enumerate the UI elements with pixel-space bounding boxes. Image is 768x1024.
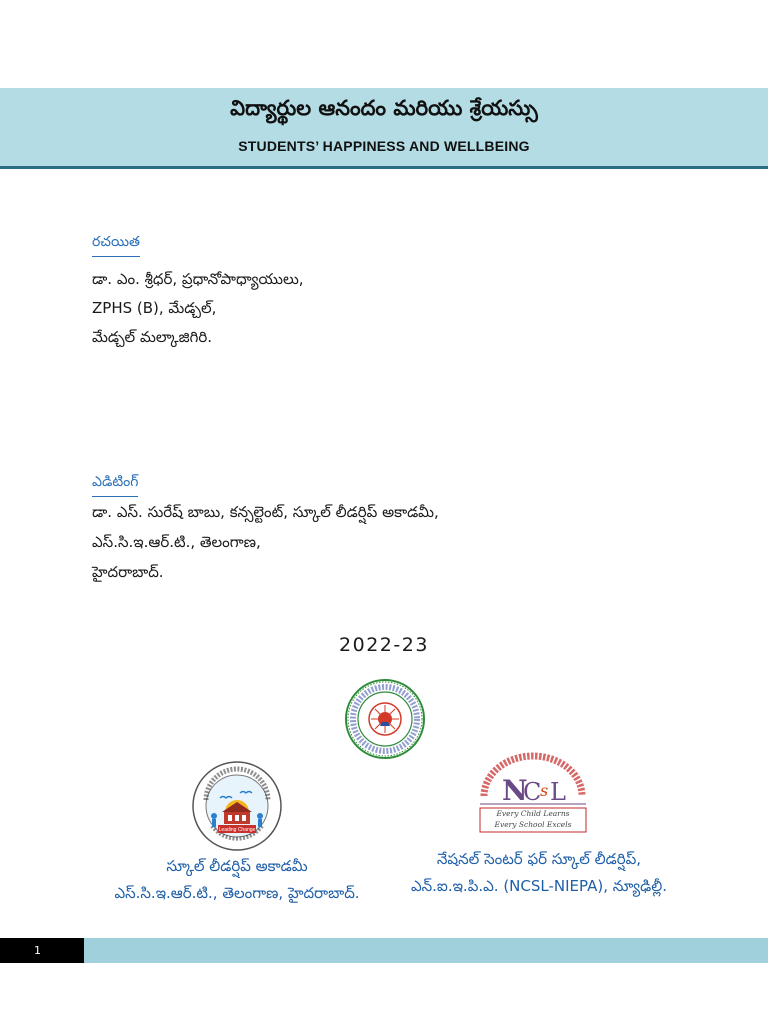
ncsl-logo-icon bbox=[474, 752, 592, 834]
sla-banner-text: Leading Change bbox=[218, 827, 256, 833]
svg-text:C: C bbox=[523, 778, 542, 806]
author-heading: రచయిత bbox=[92, 234, 140, 257]
editing-line-1: డా. ఎస్. సురేష్ బాబు, కన్సల్టెంట్, స్కూల్ లీడర్షిప్ అకాడమీ, bbox=[92, 503, 439, 521]
author-line-3: మేడ్చల్ మల్కాజిగిరి. bbox=[92, 328, 213, 346]
school-leadership-academy-logo-icon bbox=[190, 760, 284, 852]
ncsl-caption-line-1: నేషనల్ సెంటర్ ఫర్ స్కూల్ లీడర్షిప్, bbox=[436, 850, 642, 868]
svg-text:L: L bbox=[550, 778, 566, 806]
ncsl-tagline-2: Every School Excels bbox=[494, 820, 572, 829]
editing-line-2: ఎస్.సి.ఇ.ఆర్.టి., తెలంగాణ, bbox=[92, 533, 261, 551]
ncsl-tagline-1: Every Child Learns bbox=[496, 809, 570, 818]
scert-emblem-icon bbox=[344, 678, 426, 760]
footer-bar bbox=[84, 938, 768, 963]
page-number-box bbox=[0, 938, 84, 963]
publication-year: 2022-23 bbox=[339, 634, 429, 656]
svg-text:s: s bbox=[540, 781, 549, 800]
author-line-1: డా. ఎం. శ్రీధర్, ప్రధానోపాధ్యాయులు, bbox=[92, 270, 304, 288]
sla-caption-line-2: ఎస్.సి.ఇ.ఆర్.టి., తెలంగాణ, హైదరాబాద్. bbox=[114, 884, 360, 902]
svg-text:N: N bbox=[502, 774, 528, 807]
editing-line-3: హైదరాబాద్. bbox=[92, 563, 164, 581]
page-title-telugu: విద్యార్థుల ఆనందం మరియు శ్రేయస్సు bbox=[230, 96, 538, 120]
banner-rule bbox=[0, 166, 768, 169]
author-line-2: ZPHS (B), మేడ్చల్, bbox=[92, 299, 217, 317]
ncsl-caption-line-2: ఎన్.ఐ.ఇ.పి.ఎ. (NCSL-NIEPA), న్యూఢిల్లీ. bbox=[410, 877, 668, 895]
page-number: 1 bbox=[34, 944, 41, 957]
editing-heading: ఎడిటింగ్ bbox=[92, 474, 138, 497]
page-title-english: STUDENTS’ HAPPINESS AND WELLBEING bbox=[238, 138, 530, 154]
sla-caption-line-1: స్కూల్ లీడర్షిప్ అకాడమీ bbox=[166, 857, 308, 875]
